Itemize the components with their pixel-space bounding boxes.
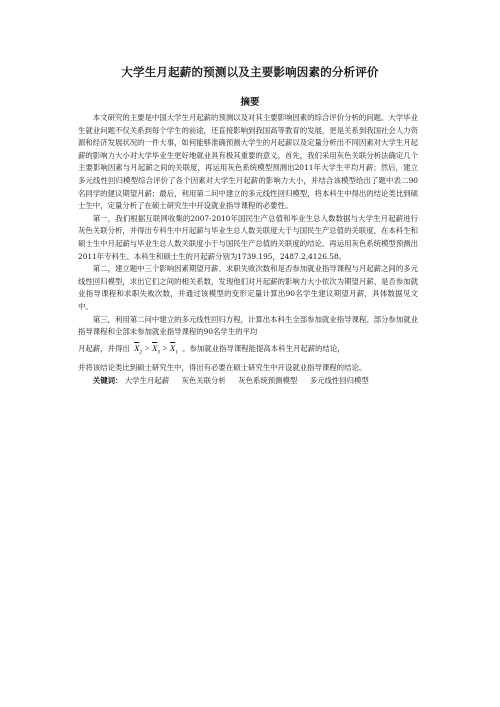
abstract-body [78,112,418,387]
formula-sub-b: 3 [157,349,161,356]
abstract-paragraph-intro: 本文研究的主要是中国大学生月起薪的预测以及对其主要影响因素的综合评价分析的问题。大学毕业生就业问题不仅关系到每个学生的前途，还直接影响到我国高等教育的发展，更是关系到我国社会人力资源和经济发展状况的一件大事，如何能够准确预测大学生的月起薪以及定量分析出不同因素对大学生月起薪的影响力大小对大学毕业生更好地就业具有极其重要的意义。首先，我们采用灰色关联分析法确定几个主要影响因素与月起薪之间的关联度，再运用灰色系统模型预测出2011年大学生平均月薪；然后，建立多元线性回归模型综合评价了各个因素对大学生月起薪的影响力大小，并结合该模型给出了题中表二90名同学的建议期望月薪；最后，利用第二问中建立的多元线性回归模型，将本科生中得出的结论类比到硕士生中，定量分析了在硕士研究生中开设就业指导课程的必要性。 [78,113,418,211]
keyword-item: 灰色系统预测模型 [238,375,298,385]
formula-sub-c: 1 [175,349,178,356]
keyword-item: 大学生月起薪 [124,375,170,385]
formula-sub-a: 2 [139,349,143,356]
abstract-paragraph-second: 第二，建立题中三个影响因素期望月薪、求职失败次数和是否参加就业指导课程与月起薪之间的多元线性回归模型，求出它们之间的相关系数，发现他们对月起薪的影响力大小依次为期望月薪、是否参加就业指导课程和求职失败次数，并通过该模型的变形定量计算出90名学生建议期望月薪，具体数据见文中。 [78,264,418,311]
abstract-paragraph-first: 第一，我们根据互联网收集的2007-2010年国民生产总值和毕业生总人数数据与大学生月起薪进行灰色关联分析，并得出专科生中月起薪与毕业生总人数关联度大于与国民生产总值的关联度，在本科生和硕士生中月起薪与毕业生总人数关联度小于与国民生产总值的关联度的结论。再运用灰色系统模型预测出2011年专科生、本科生和硕士生的月起薪分别为1739.195，2487.2,4126.58。 [78,213,418,261]
keyword-item: 多元线性回归模型 [309,375,369,385]
formula-x-b: $\overline{X}$ [152,342,158,353]
abstract-paragraph-third-end: 并将该结论类比到硕士研究生中，得出有必要在硕士研究生中开设就业指导课程的结论。 [78,362,367,372]
abstract-paragraph-third-formula-line [78,342,418,359]
formula-line-tail: 。参加就业指导课程能提高本科生月起薪的结论， [182,343,345,353]
keyword-item: 灰色关联分析 [181,375,226,385]
formula-x-c: $\overline{X}$ [170,342,176,353]
formula-line-lead: 月起薪，并得出 [78,343,130,353]
inequality-formula: $\overline{X}_2 > \overline{X}_3 > \overline{X}_1$ [134,342,178,356]
abstract-heading: 摘要 [240,97,260,108]
keywords-line [78,375,418,388]
abstract-paragraph-third: 第三，利用第二问中建立的多元线性回归方程，计算出本科生全部参加就业指导课程、部分参加就业指导课程和全部未参加就业指导课程的90名学生的平均 [78,314,418,337]
formula-x-a: $\overline{X}$ [134,342,140,353]
paper-title: 大学生月起薪的预测以及主要影响因素的分析评价 [121,65,379,79]
keywords-label: 关键词： [92,375,123,385]
